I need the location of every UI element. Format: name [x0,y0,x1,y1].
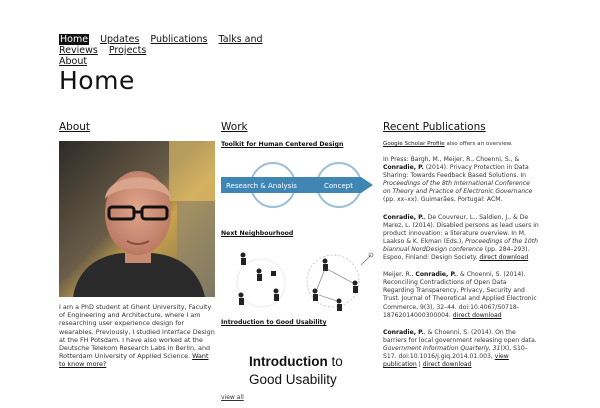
intro-image-to: to [327,354,343,369]
nav-updates[interactable]: Updates [100,34,140,45]
pub-separator: | [416,361,423,369]
want-to-know-more-link[interactable]: Want to know more? [59,352,209,369]
publications-section [383,121,539,378]
next-neighbourhood-image[interactable] [221,243,377,315]
work-section [221,121,377,408]
pub-venue: Proceedings of the 8th International Conference on Theory and Practice of Electronic Governance [383,180,533,196]
nav-projects[interactable]: Projects [108,45,147,56]
toolkit-image[interactable] [221,152,377,218]
pub-text: (pp. xx–xx). Guimarães, Portugal: ACM. [383,196,503,204]
next-neighbourhood-link[interactable]: Next Neighbourhood [221,230,294,237]
nav-about[interactable]: About [59,56,88,67]
about-heading: About [59,121,91,133]
toolkit-label-concept: Concept [324,182,353,190]
about-body: I am a PhD student at Ghent University, Faculty of Engineering and Architecture, where I am researching user experience design for wearables. Previously, I studied Interface Design at the FH Potsdam. I have also worked at the Deutsche Telekom Research Labs in Berlin, and Rotterdam University of Applied Science. [59,303,215,361]
pub-text: In Press: Bargh, M., Meijer, R., Choenni, S., & [383,156,520,163]
publication-item [383,214,539,263]
google-scholar-rest: also offers an overview. [444,141,513,147]
intro-image-line2: Good Usability [249,372,337,387]
page-title: Home [59,66,135,95]
about-text [59,303,215,369]
work-heading: Work [221,121,248,133]
profile-photo [59,141,215,297]
intro-image-bold: Introduction [249,354,328,369]
profile-photo-art [59,141,215,297]
pub-author: Conradie, P. [383,328,424,336]
intro-image-line1 [249,354,343,369]
google-scholar-link[interactable]: Google Scholar Profile [383,141,445,147]
pub-text: (pp. 284–293). Espoo, Finland: Design Society. [383,245,530,262]
pub-text: , & Choenni, S. (2014). Reconciling Contradictions of Open Data Regarding Transparency, Privacy, Security and Trust. Journal of Theoretical and Applied Electronic Commerce, 9(3), 32–44. doi:10.4067/S0718-18762014000300004. [383,271,537,319]
direct-download-link[interactable]: direct download [452,311,502,319]
main-nav [59,34,359,67]
publications-heading: Recent Publications [383,121,486,133]
google-scholar-note [383,141,539,147]
pub-venue: Government Information Quarterly, 31 [383,344,501,352]
publication-item [383,156,539,205]
intro-good-usability-image[interactable] [221,334,377,408]
pub-text: (X), S10–S17. doi:10.1016/j.giq.2014.01.003, [383,344,528,360]
nav-publications[interactable]: Publications [150,34,208,45]
pub-text: (2014). Privacy Protection in Data Sharing: Towards Feedback Based Solutions. In [383,164,529,180]
pub-venue: Proceedings of the 10th biannual NordDesign conference [383,237,539,253]
nav-talks-and-reviews[interactable]: Talks and Reviews [59,34,263,56]
view-all-link[interactable]: view all [221,394,244,401]
publication-item [383,329,539,369]
intro-good-usability-link[interactable]: Introduction to Good Usability [221,319,327,326]
direct-download-link[interactable]: direct download [479,254,529,262]
toolkit-link[interactable]: Toolkit for Human Centered Design [221,141,344,148]
nav-home[interactable]: Home [60,34,89,45]
view-publication-link[interactable]: view publication [383,352,509,369]
pub-text: , De Couvreur, L., Saldien, J., & De Marez, L. (2014). Disabled persons as lead users in product innovation: a literature overview. In M. Laakso & K. Ekman (Eds.), [383,213,539,245]
pub-text: , & Choenni, S. (2014). On the barriers for local government releasing open data. [383,328,537,344]
pub-text: Meijer, R., [383,271,416,279]
direct-download-link[interactable]: direct download [422,361,472,369]
about-section [59,121,215,369]
pub-author: Conradie, P. [415,271,457,279]
pub-author: Conradie, P. [383,213,424,221]
publication-item [383,271,539,320]
toolkit-label-research: Research & Analysis [226,182,297,190]
pub-author: Conradie, P. [383,164,424,172]
